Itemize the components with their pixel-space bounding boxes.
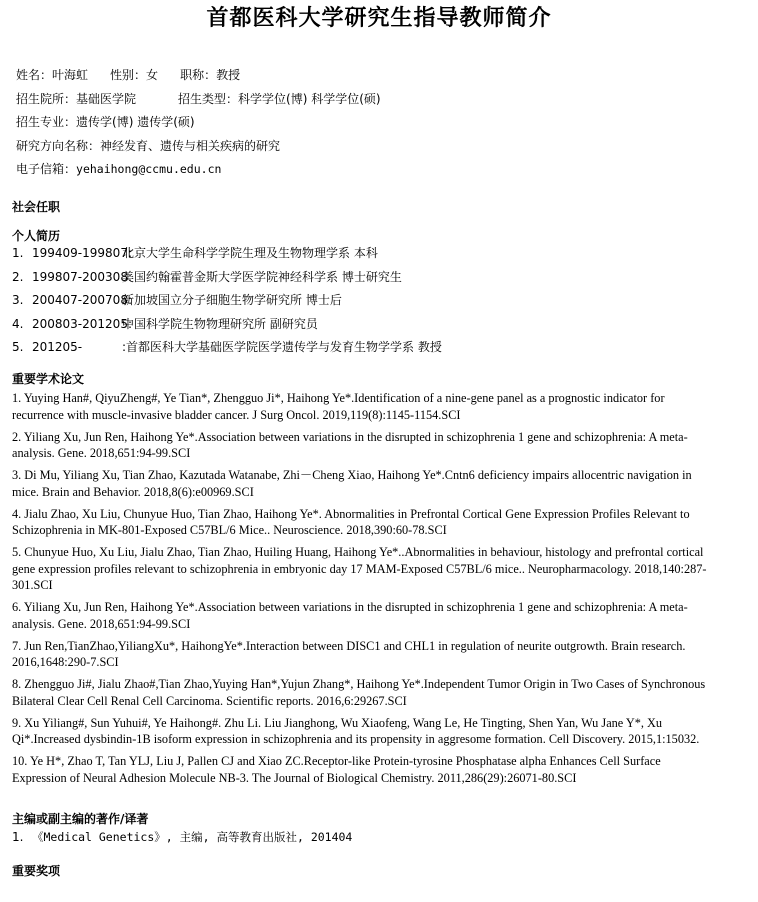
paper-item: 1. Yuying Han#, QiyuZheng#, Ye Tian*, Zhengguo Ji*, Haihong Ye*.Identification of a nine-gene panel as a prognostic indicator for recurrence with muscle-invasive bladder cancer. J Surg Oncol. 2019,119(8):1145-1154.SCI	[12, 391, 665, 422]
gender-label: 性别：	[110, 68, 147, 82]
paper-item: 8. Zhengguo Ji#, Jialu Zhao#,Tian Zhao,Yuying Han*,Yujun Zhang*, Haihong Ye*.Independent Tumor Origin in Two Cases of Synchronous Bilateral Clear Cell Renal Cell Carcinoma. Scientific reports. 2016,6:29267.SCI	[12, 677, 706, 708]
paper-item: 5. Chunyue Huo, Xu Liu, Jialu Zhao, Tian Zhao, Huiling Huang, Haihong Ye*..Abnormalities in behaviour, histology and prefrontal cortical gene expression profiles relevant to schizophrenia in embryonic day 17 MAM-Exposed C57BL/6 mice.. Neuropharmacology. 2018,140:287-301.SCI	[12, 545, 707, 592]
paper-item: 3. Di Mu, Yiliang Xu, Tian Zhao, Kazutada Watanabe, Zhi－Cheng Xiao, Haihong Ye*.Cntn6 deficiency impairs allocentric navigation in mice. Brain and Behavior. 2018,8(6):e00969.SCI	[12, 468, 692, 499]
name-label: 姓名：	[16, 68, 53, 82]
resume-item: 1. 199409-199807:北京大学生命科学学院生理及生物物理学系 本科	[12, 246, 378, 260]
name-value: 叶海虹	[52, 68, 89, 82]
resume-list	[12, 244, 442, 362]
email-value: yehaihong@ccmu.edu.cn	[76, 162, 222, 176]
research-label: 研究方向名称：	[16, 138, 101, 153]
paper-item: 10. Ye H*, Zhao T, Tan YLJ, Liu J, Pallen CJ and Xiao ZC.Receptor-like Protein-tyrosine Phosphatase alpha Enhances Cell Surface Expression of Neural Adhesion Molecule NB-3. The Journal of Biological Chemistry. 2011,286(29):26071-80.SCI	[12, 754, 661, 785]
type-label: 招生类型：	[178, 91, 239, 106]
awards-heading: 重要奖项	[12, 864, 61, 878]
social-positions-heading: 社会任职	[12, 200, 61, 214]
major-value: 遗传学(博) 遗传学(硕)	[76, 115, 195, 129]
paper-item: 6. Yiliang Xu, Jun Ren, Haihong Ye*.Association between variations in the disrupted in schizophrenia 1 gene and schizophrenia: A meta-analysis. Gene. 2018,651:94-99.SCI	[12, 600, 688, 631]
email-label: 电子信箱：	[16, 162, 77, 176]
resume-item: 5. 201205- :首都医科大学基础医学院医学遗传学与发育生物学学系 教授	[12, 340, 442, 354]
rank-value: 教授	[216, 68, 241, 82]
major-label: 招生专业：	[16, 115, 77, 129]
paper-item: 7. Jun Ren,TianZhao,YiliangXu*, HaihongYe*.Interaction between DISC1 and CHL1 in regulation of neurite outgrowth. Brain research. 2016,1648:290-7.SCI	[12, 638, 686, 669]
books-heading: 主编或副主编的著作/译著	[12, 812, 149, 826]
dept-label: 招生院所：	[16, 91, 77, 106]
enrollment-row	[16, 90, 381, 114]
rank-label: 职称：	[180, 68, 217, 82]
papers-heading: 重要学术论文	[12, 372, 85, 386]
teacher-info	[16, 66, 381, 184]
resume-item: 2. 199807-200308:美国约翰霍普金斯大学医学院神经科学系 博士研究生	[12, 269, 402, 284]
page-title: 首都医科大学研究生指导教师简介	[206, 5, 552, 31]
type-value: 科学学位(博) 科学学位(硕)	[238, 91, 381, 106]
resume-item: 4. 200803-201205:中国科学院生物物理研究所 副研究员	[12, 316, 318, 331]
gender-value: 女	[146, 68, 159, 82]
major-row	[16, 113, 381, 137]
paper-item: 4. Jialu Zhao, Xu Liu, Chunyue Huo, Tian Zhao, Haihong Ye*. Abnormalities in Prefrontal Cortical Gene Expression Profiles Relevant to Schizophrenia in MK-801-Exposed C57BL/6 Mice.. Neuroscience. 2018,390:60-78.SCI	[12, 506, 690, 537]
book-item: 1. 《Medical Genetics》, 主编, 高等教育出版社, 201404	[12, 830, 353, 844]
email-row	[16, 160, 381, 184]
books-list	[12, 828, 352, 846]
papers-list	[12, 390, 712, 792]
paper-item: 2. Yiliang Xu, Jun Ren, Haihong Ye*.Association between variations in the disrupted in schizophrenia 1 gene and schizophrenia: A meta-analysis. Gene. 2018,651:94-99.SCI	[12, 429, 688, 460]
resume-item: 3. 200407-200708:新加坡国立分子细胞生物学研究所 博士后	[12, 293, 342, 307]
research-value: 神经发育、遗传与相关疾病的研究	[100, 138, 281, 153]
basic-info-row	[16, 66, 381, 90]
research-row	[16, 137, 381, 161]
resume-heading: 个人简历	[12, 229, 61, 243]
dept-value: 基础医学院	[76, 91, 137, 106]
paper-item: 9. Xu Yiliang#, Sun Yuhui#, Ye Haihong#. Zhu Li. Liu Jianghong, Wu Xiaofeng, Wang Le, He Tingting, Shen Yan, Wu Jane Y*, Xu Qi*.Increased dysbindin-1B isoform expression in schizophrenia and its propensity in aggresome formation. Cell Discovery. 2015,1:15032.	[12, 715, 700, 746]
